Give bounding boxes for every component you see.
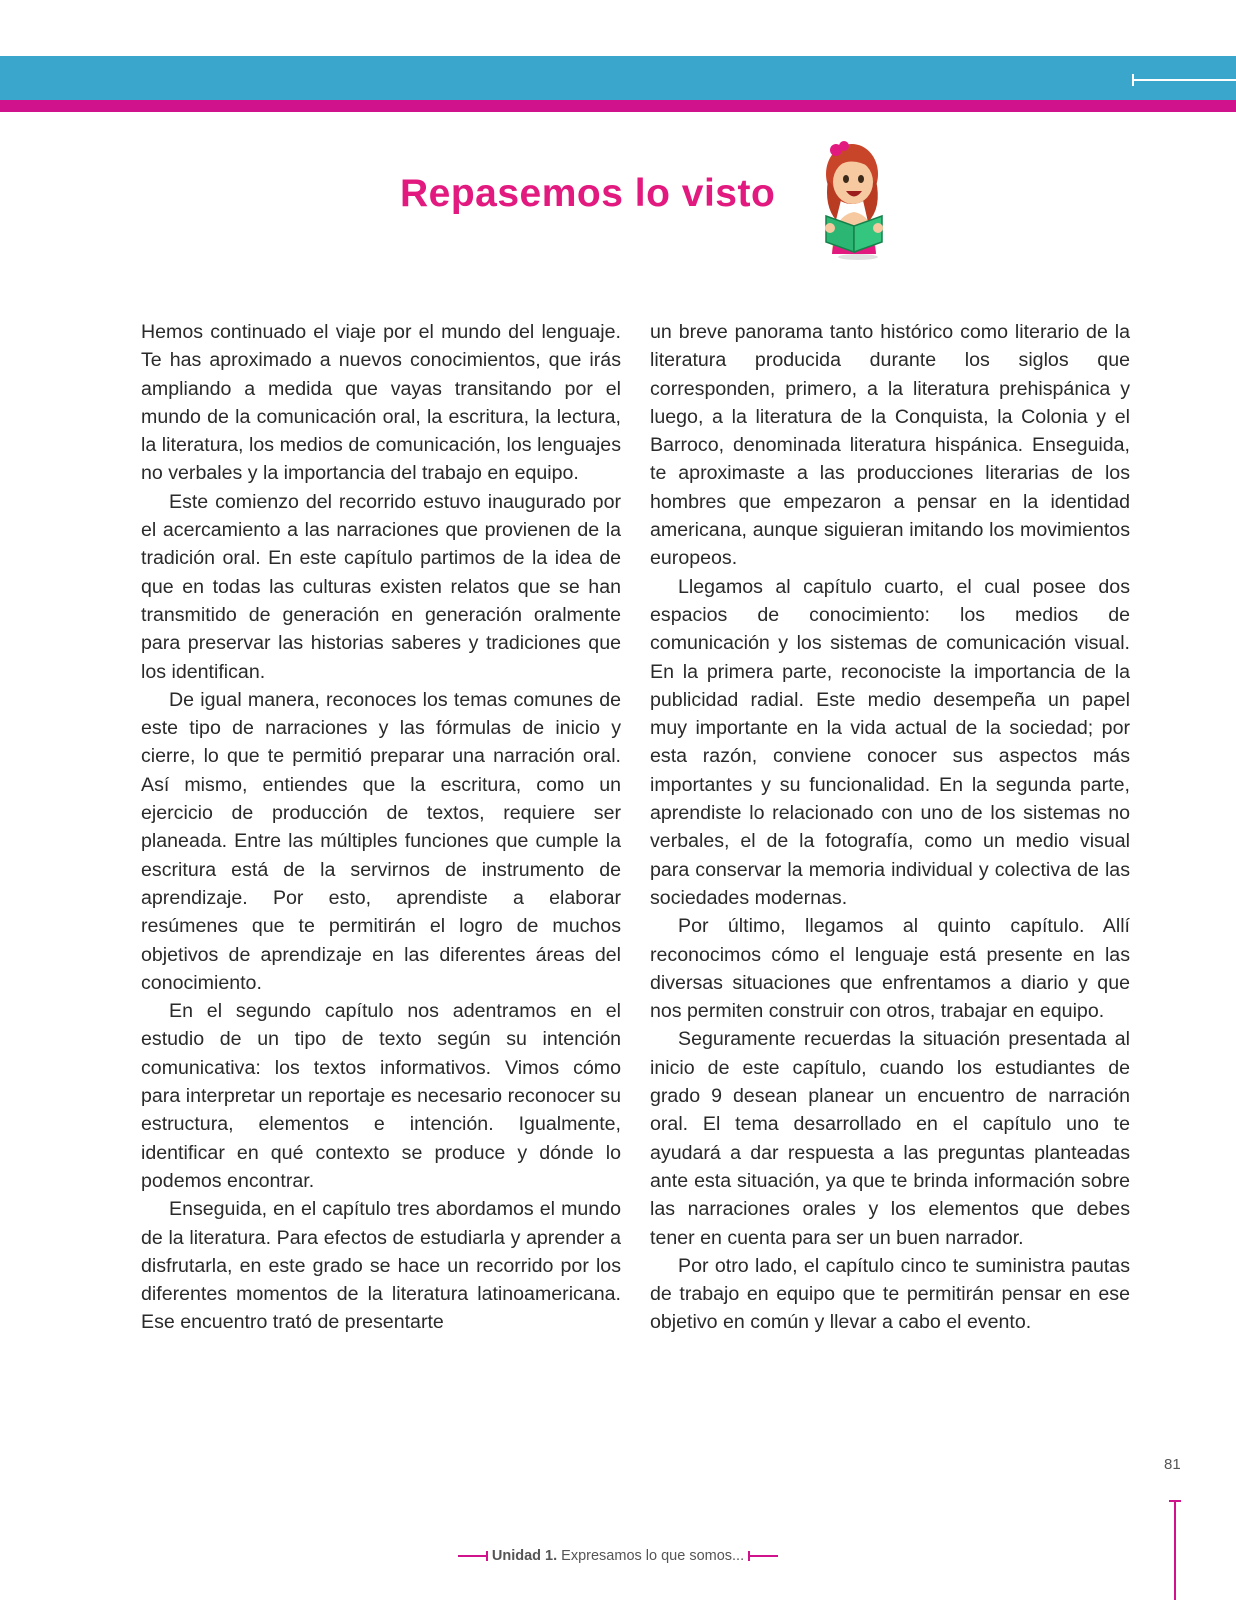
girl-reading-book-icon (818, 136, 890, 260)
footer (0, 1548, 1236, 1564)
page-title: Repasemos lo visto (400, 172, 776, 215)
left-text-column (141, 318, 621, 1337)
footer-unit-title: Expresamos lo que somos... (557, 1548, 745, 1564)
paragraph: De igual manera, reconoces los temas comunes de este tipo de narraciones y las fórmulas de inicio y cierre, lo que te permitió preparar una narración oral. Así mismo, entiendes que la escritura, como un ejercicio de producción de textos, requiere ser planeada. Entre las múltiples funciones que cumple la escritura está de la servirnos de instrumento de aprendizaje. Por esto, aprendiste a elaborar resúmenes que te permitirán el logro de muchos objetivos de aprendizaje en las diferentes áreas del conocimiento. (141, 688, 621, 994)
paragraph: Seguramente recuerdas la situación presentada al inicio de este capítulo, cuando los estudiantes de grado 9 desean planear un encuentro de narración oral. El tema desarrollado en el capítulo uno te ayudará a dar respuesta a las preguntas planteadas ante esta situación, ya que te brinda información sobre las narraciones orales y los elementos que debes tener en cuenta para ser un buen narrador. (650, 1028, 1130, 1249)
paragraph: Este comienzo del recorrido estuvo inaugurado por el acercamiento a las narraciones que provienen de la tradición oral. En este capítulo partimos de la idea de que en todas las culturas existen relatos que se han transmitido de generación en generación oralmente para preservar las historias saberes y tradiciones que los identifican. (141, 490, 621, 683)
header-tick-mark (1132, 79, 1236, 81)
paragraph: Llegamos al capítulo cuarto, el cual posee dos espacios de conocimiento: los medios de comunicación y los sistemas de comunicación visual. En la primera parte, reconociste la importancia de la publicidad radial. Este medio desempeña un papel muy importante en la vida actual de la sociedad; por esta razón, conviene conocer sus aspectos más importantes y su funcionalidad. En la segunda parte, aprendiste lo relacionado con uno de los sistemas no verbales, el de la fotografía, como un medio visual para conservar la memoria individual y colectiva de las sociedades modernas. (650, 575, 1130, 909)
paragraph: Por último, llegamos al quinto capítulo. Allí reconocimos cómo el lenguaje está presente en las diversas situaciones que enfrentamos a diario y que nos permiten construir con otros, trabajar en equipo. (650, 915, 1130, 1023)
paragraph: Por otro lado, el capítulo cinco te suministra pautas de trabajo en equipo que te permitirán pensar en ese objetivo en común y llevar a cabo el evento. (650, 1254, 1130, 1334)
header-magenta-band (0, 100, 1236, 112)
paragraph: Enseguida, en el capítulo tres abordamos el mundo de la literatura. Para efectos de estudiarla y aprender a disfrutarla, en este grado se hace un recorrido por los diferentes momentos de la literatura latinoamericana. Ese encuentro trató de presentarte (141, 1198, 621, 1334)
right-text-column (650, 318, 1130, 1337)
paragraph: Hemos continuado el viaje por el mundo del lenguaje. Te has aproximado a nuevos conocimientos, que irás ampliando a medida que vayas transitando por el mundo de la comunicación oral, la escritura, la lectura, la literatura, los medios de comunicación, los lenguajes no verbales y la importancia del trabajo en equipo. (141, 321, 621, 485)
footer-lead-line (458, 1555, 488, 1557)
page-number: 81 (1164, 1456, 1181, 1473)
paragraph: un breve panorama tanto histórico como literario de la literatura producida durante los siglos que corresponden, primero, a la literatura prehispánica y luego, a la literatura de la Conquista, la Colonia y el Barroco, denominada literatura hispánica. Enseguida, te aproximaste a las producciones literarias de los hombres que empezaron a pensar en la identidad americana, aunque siguieran imitando los movimientos europeos. (650, 321, 1130, 570)
footer-unit-label: Unidad 1. (491, 1548, 558, 1564)
paragraph: En el segundo capítulo nos adentramos en el estudio de un tipo de texto según su intención comunicativa: los textos informativos. Vimos cómo para interpretar un reportaje es necesario reconocer su estructura, elementos e intención. Igualmente, identificar en qué contexto se produce y dónde lo podemos encontrar. (141, 1000, 621, 1192)
header-blue-band (0, 56, 1236, 100)
footer-trail-line (748, 1555, 778, 1557)
